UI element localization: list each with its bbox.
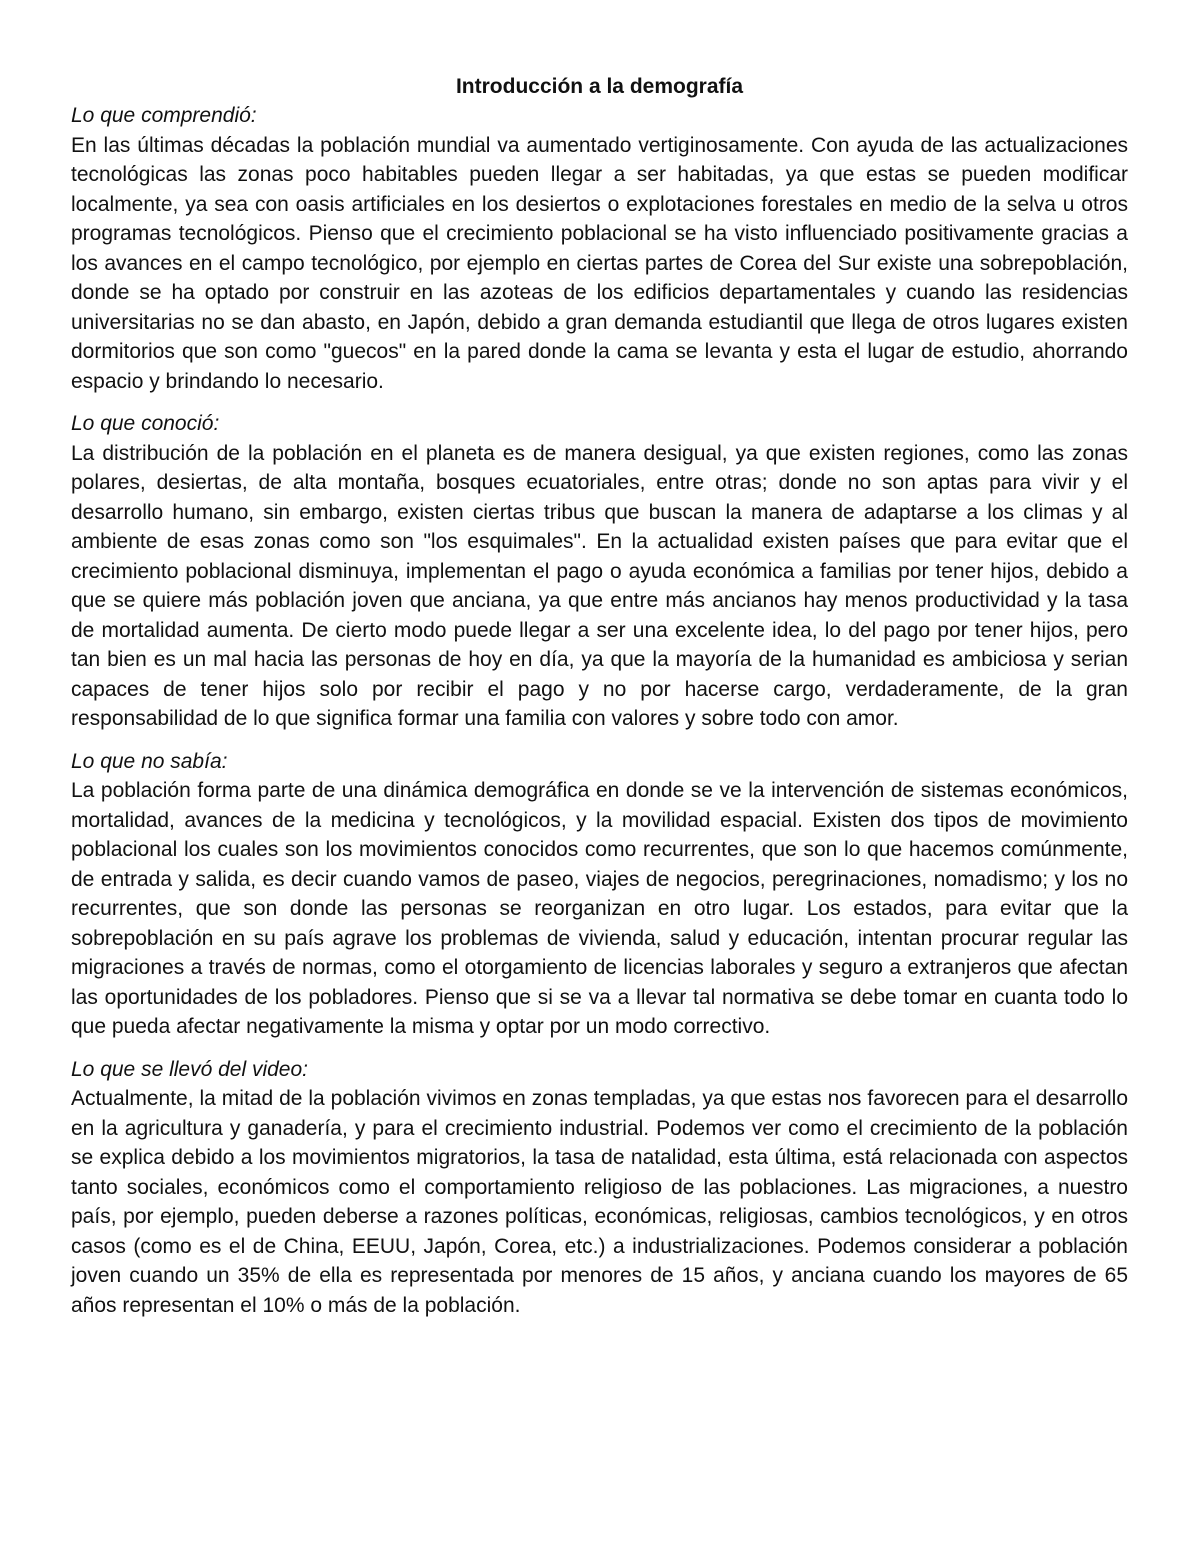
document-title: Introducción a la demografía <box>455 75 744 98</box>
section-heading: Lo que no sabía: <box>71 749 228 773</box>
section-heading: Lo que se llevó del video: <box>71 1057 308 1081</box>
section-paragraph: La población forma parte de una dinámica demográfica en donde se ve la intervención de sistemas económicos, mortalidad, avances de la medicina y tecnológicos, y la movilidad espacial. Existen dos tipos de movimiento poblacional los cuales son los movimientos conocidos como recurrentes, que son lo que hacemos comúnmente, de entrada y salida, es decir cuando vamos de paseo, viajes de negocios, peregrinaciones, nomadismo; y los no recurrentes, que son donde las personas se reorganizan en otro lugar. Los estados, para evitar que la sobrepoblación en su país agrave los problemas de vivienda, salud y educación, intentan procurar regular las migraciones a través de normas, como el otorgamiento de licencias laborales y seguro a extranjeros que afectan las oportunidades de los pobladores. Pienso que si se va a llevar tal normativa se debe tomar en cuanta todo lo que pueda afectar negativamente la misma y optar por un modo correctivo. <box>71 779 1128 1038</box>
section-paragraph: Actualmente, la mitad de la población vivimos en zonas templadas, ya que estas nos favorecen para el desarrollo en la agricultura y ganadería, y para el crecimiento industrial. Podemos ver como el crecimiento de la población se explica debido a los movimientos migratorios, la tasa de natalidad, esta última, está relacionada con aspectos tanto sociales, económicos como el comportamiento religioso de las poblaciones. Las migraciones, a nuestro país, por ejemplo, pueden deberse a razones políticas, económicas, religiosas, cambios tecnológicos, y en otros casos (como es el de China, EEUU, Japón, Corea, etc.) a industrializaciones. Podemos considerar a población joven cuando un 35% de ella es representada por menores de 15 años, y anciana cuando los mayores de 65 años representan el 10% o más de la población. <box>71 1087 1128 1317</box>
section-heading: Lo que conoció: <box>71 412 220 435</box>
section-paragraph: En las últimas décadas la población mundial va aumentado vertiginosamente. Con ayuda de las actualizaciones tecnológicas las zonas poco habitables pueden llegar a ser habitadas, ya que estas se pueden modificar localmente, ya sea con oasis artificiales en los desiertos o explotaciones forestales en medio de la selva u otros programas tecnológicos. Pienso que el crecimiento poblacional se ha visto influenciado positivamente gracias a los avances en el campo tecnológico, por ejemplo en ciertas partes de Corea del Sur existe una sobrepoblación, donde se ha optado por construir en las azoteas de los edificios departamentales y cuando las residencias universitarias no se dan abasto, en Japón, debido a gran demanda estudiantil que llega de otros lugares existen dormitorios que son como "guecos" en la pared donde la cama se levanta y esta el lugar de estudio, ahorrando espacio y brindando lo necesario. <box>71 133 1128 393</box>
section-lo-que-comprendio <box>71 101 1128 396</box>
section-lo-que-se-llevo-del-video <box>71 1055 1128 1321</box>
section-heading: Lo que comprendió: <box>71 104 257 127</box>
section-paragraph: La distribución de la población en el planeta es de manera desigual, ya que existen regiones, como las zonas polares, desiertas, de alta montaña, bosques ecuatoriales, entre otras; donde no son aptas para vivir y el desarrollo humano, sin embargo, existen ciertas tribus que buscan la manera de adaptarse a los climas y al ambiente de esas zonas como son "los esquimales". En la actualidad existen países que para evitar que el crecimiento poblacional disminuya, implementan el pago o ayuda económica a familias por tener hijos, debido a que se quiere más población joven que anciana, ya que entre más ancianos hay menos productividad y la tasa de mortalidad aumenta. De cierto modo puede llegar a ser una excelente idea, lo del pago por tener hijos, pero tan bien es un mal hacia las personas de hoy en día, ya que la mayoría de la humanidad es ambiciosa y serian capaces de tener hijos solo por recibir el pago y no por hacerse cargo, verdaderamente, de la gran responsabilidad de lo que significa formar una familia con valores y sobre todo con amor. <box>71 441 1128 730</box>
document-page <box>71 72 1128 1333</box>
section-lo-que-conocio <box>71 409 1128 734</box>
section-lo-que-no-sabia <box>71 747 1128 1042</box>
